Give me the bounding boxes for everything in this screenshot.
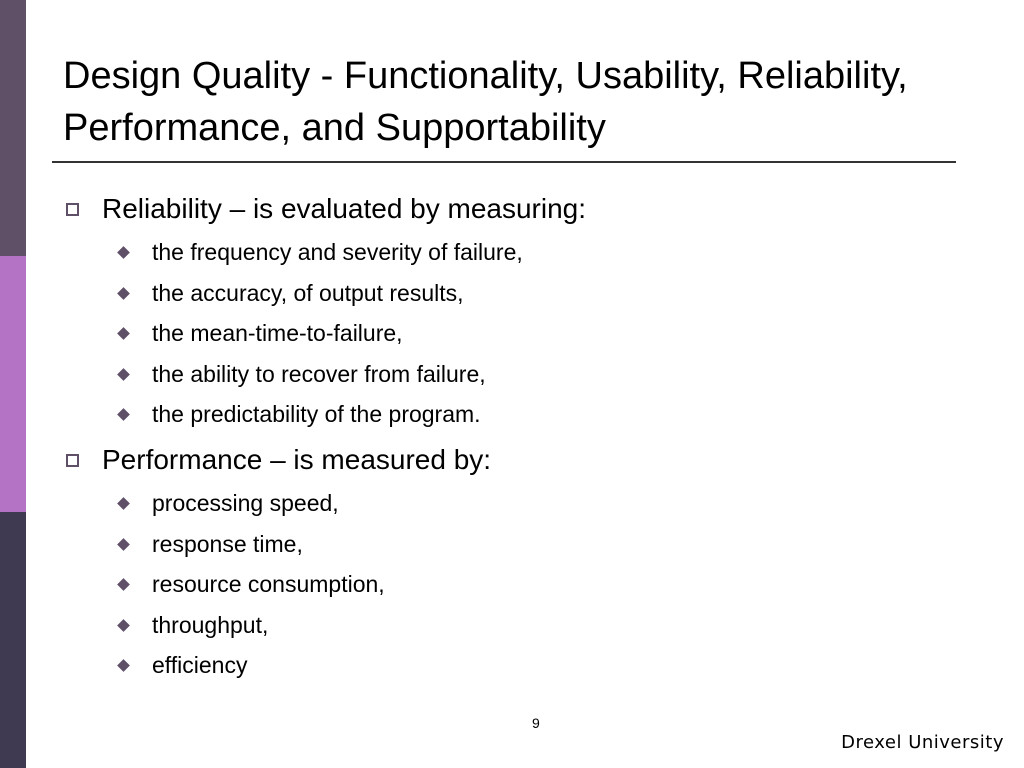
diamond-bullet-icon xyxy=(117,578,130,591)
list-item xyxy=(62,354,1002,395)
list-item-text: the accuracy, of output results, xyxy=(152,279,464,306)
list-item-text: efficiency xyxy=(152,652,248,679)
list-item xyxy=(62,605,1002,646)
performance-list xyxy=(62,483,1002,686)
side-bar-middle xyxy=(0,256,26,512)
footer-institution: Drexel University xyxy=(841,732,1004,753)
list-item-text: processing speed, xyxy=(152,489,339,516)
list-item-text: the mean-time-to-failure, xyxy=(152,320,403,347)
reliability-list xyxy=(62,232,1002,435)
diamond-bullet-icon xyxy=(117,619,130,632)
bullet-reliability xyxy=(62,190,1002,228)
diamond-bullet-icon xyxy=(117,497,130,510)
slide-content xyxy=(62,190,1002,692)
square-bullet-icon xyxy=(66,203,79,216)
square-bullet-icon xyxy=(66,454,79,467)
diamond-bullet-icon xyxy=(117,659,130,672)
diamond-bullet-icon xyxy=(117,368,130,381)
diamond-bullet-icon xyxy=(117,246,130,259)
diamond-bullet-icon xyxy=(117,538,130,551)
list-item xyxy=(62,313,1002,354)
page-number: 9 xyxy=(532,715,540,731)
diamond-bullet-icon xyxy=(117,409,130,422)
list-item-text: response time, xyxy=(152,530,303,557)
list-item xyxy=(62,273,1002,314)
list-item-text: the frequency and severity of failure, xyxy=(152,239,523,265)
slide-title: Design Quality - Functionality, Usability, Reliability, Performance, and Supportability xyxy=(63,55,908,149)
list-item-text: resource consumption, xyxy=(152,571,385,598)
list-item xyxy=(62,524,1002,565)
list-item xyxy=(62,564,1002,605)
title-divider xyxy=(52,161,956,163)
bullet-performance xyxy=(62,441,1002,479)
performance-heading: Performance – is measured by: xyxy=(102,443,492,475)
list-item-text: the predictability of the program. xyxy=(152,401,481,428)
side-bar-bottom xyxy=(0,512,26,768)
list-item xyxy=(62,645,1002,686)
list-item xyxy=(62,394,1002,435)
list-item xyxy=(62,483,1002,524)
list-item-text: the ability to recover from failure, xyxy=(152,360,486,387)
reliability-heading: Reliability – is evaluated by measuring: xyxy=(102,193,587,224)
list-item-text: throughput, xyxy=(152,611,269,638)
diamond-bullet-icon xyxy=(117,287,130,300)
list-item xyxy=(62,232,1002,273)
diamond-bullet-icon xyxy=(117,327,130,340)
side-bar-top xyxy=(0,0,26,256)
